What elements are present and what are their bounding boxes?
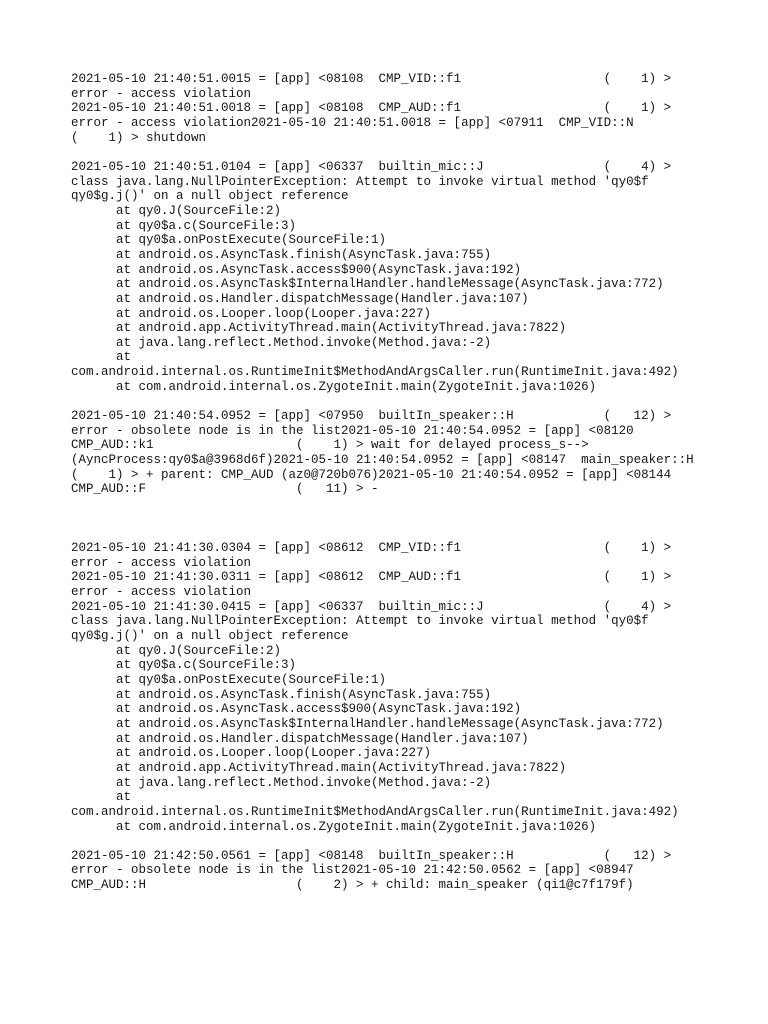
stack-trace-line: at com.android.internal.os.ZygoteInit.main(ZygoteInit.java:1026)	[71, 379, 597, 394]
log-line: error - access violation	[71, 555, 252, 570]
log-entry-block	[71, 849, 694, 893]
log-line: 2021-05-10 21:41:30.0304 = [app] <08612 CMP_VID::f1 ( 1) >	[71, 541, 672, 556]
stack-trace-line: at qy0$a.c(SourceFile:3)	[71, 218, 297, 233]
stack-trace-line: at android.os.Looper.loop(Looper.java:227)	[71, 306, 432, 321]
log-entry-block	[71, 541, 694, 834]
stack-trace-line: com.android.internal.os.RuntimeInit$MethodAndArgsCaller.run(RuntimeInit.java:492)	[71, 804, 679, 819]
stack-trace-line: at android.app.ActivityThread.main(ActivityThread.java:7822)	[71, 321, 567, 336]
stack-trace-line: at java.lang.reflect.Method.invoke(Method.java:-2)	[71, 775, 492, 790]
log-line: 2021-05-10 21:40:54.0952 = [app] <07950 builtIn_speaker::H ( 12) >	[71, 409, 672, 424]
stack-trace-line: at android.os.AsyncTask.finish(AsyncTask.java:755)	[71, 247, 492, 262]
stack-trace-line: at qy0$a.onPostExecute(SourceFile:1)	[71, 672, 387, 687]
stack-trace-line: at qy0.J(SourceFile:2)	[71, 643, 282, 658]
stack-trace-line: at java.lang.reflect.Method.invoke(Method.java:-2)	[71, 335, 492, 350]
log-line: class java.lang.NullPointerException: Attempt to invoke virtual method 'qy0$f	[71, 174, 649, 189]
log-line: error - access violation	[71, 86, 252, 101]
log-line: CMP_AUD::F ( 11) > -	[71, 482, 379, 497]
log-line: 2021-05-10 21:42:50.0561 = [app] <08148 builtIn_speaker::H ( 12) >	[71, 848, 672, 863]
log-line: 2021-05-10 21:40:51.0015 = [app] <08108 CMP_VID::f1 ( 1) >	[71, 72, 672, 86]
log-text	[71, 72, 694, 893]
log-line: qy0$g.j()' on a null object reference	[71, 628, 349, 643]
log-entry-block	[71, 72, 694, 145]
stack-trace-line: at qy0$a.c(SourceFile:3)	[71, 658, 297, 673]
log-line: 2021-05-10 21:40:51.0104 = [app] <06337 builtin_mic::J ( 4) >	[71, 159, 672, 174]
stack-trace-line: at android.os.AsyncTask$InternalHandler.handleMessage(AsyncTask.java:772)	[71, 277, 664, 292]
log-line: CMP_AUD::k1 ( 1) > wait for delayed process_s-->	[71, 438, 589, 453]
stack-trace-line: at android.os.AsyncTask.finish(AsyncTask.java:755)	[71, 687, 492, 702]
stack-trace-line: at android.os.Handler.dispatchMessage(Handler.java:107)	[71, 731, 529, 746]
log-entry-block	[71, 160, 694, 395]
log-line: 2021-05-10 21:41:30.0311 = [app] <08612 CMP_AUD::f1 ( 1) >	[71, 570, 672, 585]
log-line: error - access violation2021-05-10 21:40:51.0018 = [app] <07911 CMP_VID::N	[71, 115, 634, 130]
log-line: error - obsolete node is in the list2021-05-10 21:40:54.0952 = [app] <08120	[71, 423, 634, 438]
stack-trace-line: at	[71, 790, 132, 805]
stack-trace-line: at	[71, 350, 132, 365]
log-line: ( 1) > + parent: CMP_AUD (az0@720b076)2021-05-10 21:40:54.0952 = [app] <08144	[71, 467, 672, 482]
log-line: (AyncProcess:qy0$a@3968d6f)2021-05-10 21:40:54.0952 = [app] <08147 main_speaker::H	[71, 453, 694, 468]
stack-trace-line: at android.os.AsyncTask.access$900(AsyncTask.java:192)	[71, 262, 522, 277]
stack-trace-line: at android.os.Handler.dispatchMessage(Handler.java:107)	[71, 291, 529, 306]
stack-trace-line: at com.android.internal.os.ZygoteInit.main(ZygoteInit.java:1026)	[71, 819, 597, 834]
stack-trace-line: at android.app.ActivityThread.main(ActivityThread.java:7822)	[71, 760, 567, 775]
stack-trace-line: at qy0$a.onPostExecute(SourceFile:1)	[71, 233, 387, 248]
log-line: error - access violation	[71, 585, 252, 599]
stack-trace-line: at android.os.AsyncTask.access$900(AsyncTask.java:192)	[71, 702, 522, 717]
log-line: 2021-05-10 21:40:51.0018 = [app] <08108 CMP_AUD::f1 ( 1) >	[71, 101, 672, 116]
log-line: ( 1) > shutdown	[71, 130, 207, 145]
stack-trace-line: at android.os.AsyncTask$InternalHandler.handleMessage(AsyncTask.java:772)	[71, 716, 664, 731]
stack-trace-line: com.android.internal.os.RuntimeInit$MethodAndArgsCaller.run(RuntimeInit.java:492)	[71, 365, 679, 380]
log-line: 2021-05-10 21:41:30.0415 = [app] <06337 builtin_mic::J ( 4) >	[71, 599, 672, 614]
log-line: qy0$g.j()' on a null object reference	[71, 189, 349, 204]
stack-trace-line: at android.os.Looper.loop(Looper.java:227)	[71, 746, 432, 761]
log-line: error - obsolete node is in the list2021-05-10 21:42:50.0562 = [app] <08947	[71, 863, 634, 878]
log-line: class java.lang.NullPointerException: Attempt to invoke virtual method 'qy0$f	[71, 614, 649, 629]
log-entry-block	[71, 409, 694, 497]
stack-trace-line: at qy0.J(SourceFile:2)	[71, 203, 282, 218]
log-line: CMP_AUD::H ( 2) > + child: main_speaker (qi1@c7f179f)	[71, 878, 634, 893]
